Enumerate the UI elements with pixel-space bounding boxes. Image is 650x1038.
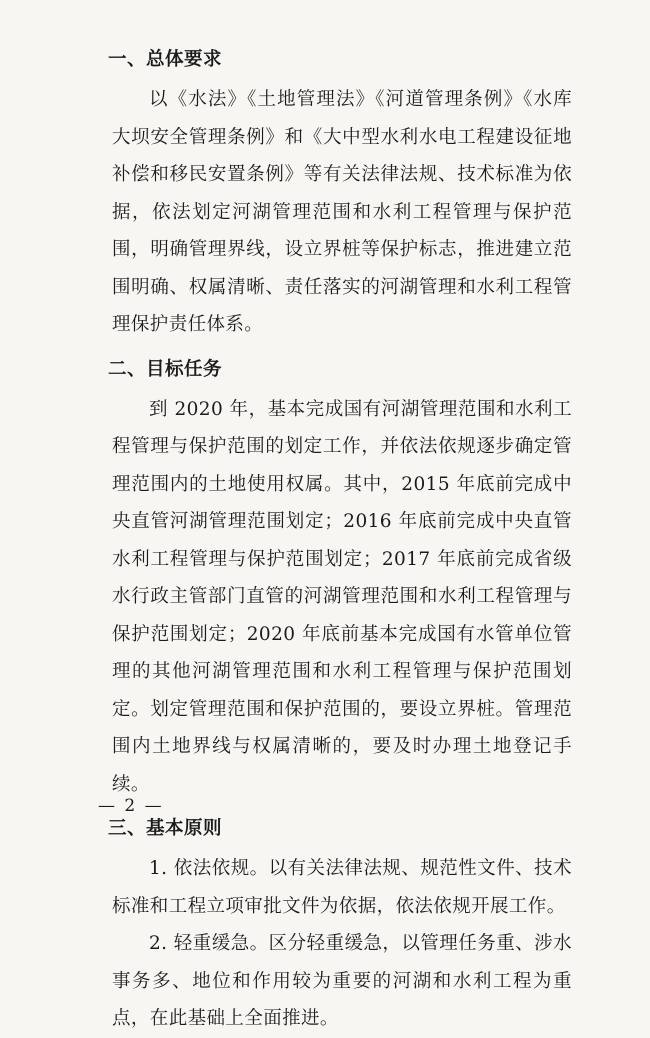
- section-heading: 一、总体要求: [108, 49, 223, 70]
- paragraph: 以《水法》《土地管理法》《河道管理条例》《水库大坝安全管理条例》和《大中型水利水电工程建设征地补偿和移民安置条例》等有关法律法规、技术标准为依据，依法划定河湖管理范围和水利工程管理与保护范围，明确管理界线，设立界桩等保护标志，推进建立范围明确、权属清晰、责任落实的河湖管理和水利工程管理保护责任体系。: [112, 89, 572, 335]
- section-general-requirements: [108, 38, 572, 344]
- section-target-tasks: [108, 348, 572, 804]
- paragraph: 到 2020 年，基本完成国有河湖管理范围和水利工程管理与保护范围的划定工作，并依法依规逐步确定管理范围内的土地使用权属。其中，2015 年底前完成中央直管河湖管理范围划定；2016 年底前完成中央直管水利工程管理与保护范围划定；2017 年底前完成省级水行政主管部门直管的河湖管理范围和水利工程管理与保护范围划定；2020 年底前基本完成国有水管单位管理的其他河湖管理范围和水利工程管理与保护范围划定。划定管理范围和保护范围的，要设立界桩。管理范围内土地界线与权属清晰的，要及时办理土地登记手续。: [112, 398, 572, 795]
- page-number: — 2 —: [98, 796, 164, 816]
- section-heading: 二、目标任务: [108, 358, 223, 380]
- section-basic-principles: [108, 807, 572, 1038]
- section-heading: 三、基本原则: [108, 818, 223, 839]
- paragraph: 1. 依法依规。以有关法律法规、规范性文件、技术标准和工程立项审批文件为依据，依法依规开展工作。: [112, 858, 572, 917]
- paragraph: 2. 轻重缓急。区分轻重缓急，以管理任务重、涉水事务多、地位和作用较为重要的河湖和水利工程为重点，在此基础上全面推进。: [112, 933, 572, 1029]
